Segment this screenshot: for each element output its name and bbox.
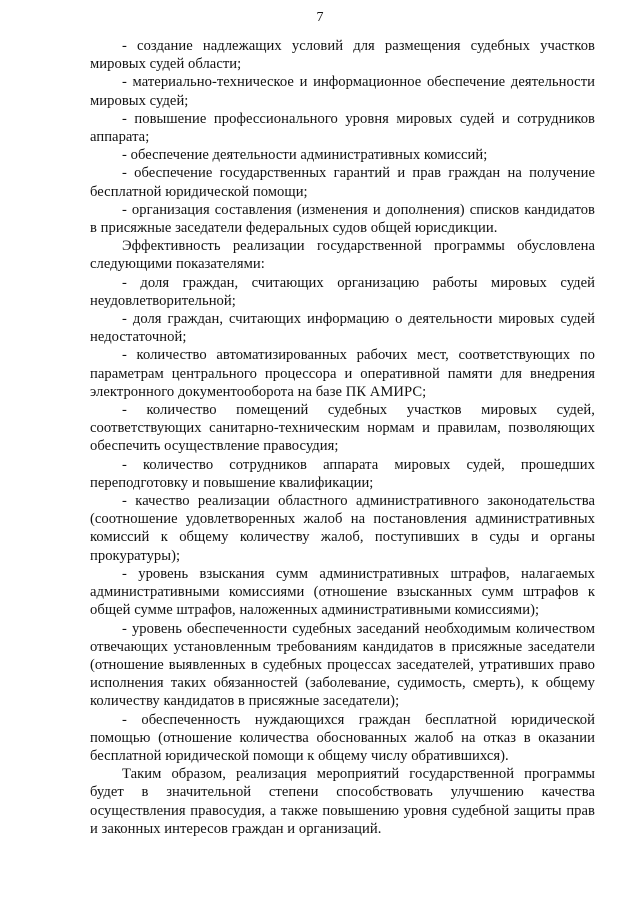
paragraph: - количество сотрудников аппарата мировых судей, прошедших переподготовку и повышение квалификации; (90, 456, 595, 491)
paragraph: - материально-техническое и информационное обеспечение деятельности мировых судей; (90, 74, 595, 109)
paragraph: - количество помещений судебных участков мировых судей, соответствующих санитарно-техническим нормам и правилам, позволяющих обеспечить осуществление правосудия; (90, 402, 595, 455)
paragraph: - количество автоматизированных рабочих мест, соответствующих по параметрам центрального процессора и оперативной памяти для внедрения электронного документооборота на базе ПК АМИРС; (90, 347, 595, 400)
paragraph: - доля граждан, считающих организацию работы мировых судей неудовлетворительной; (90, 274, 595, 309)
paragraph: - доля граждан, считающих информацию о деятельности мировых судей недостаточной; (90, 311, 595, 346)
paragraph: - обеспечение государственных гарантий и прав граждан на получение бесплатной юридической помощи; (90, 165, 595, 200)
paragraph: - уровень обеспеченности судебных заседаний необходимым количеством отвечающих установленным требованиям кандидатов в присяжные заседатели (отношение выявленных в судебных процессах заседателей, утративших право исполнения таких обязанностей (заболевание, судимость, смерть), к общему количеству кандидатов в присяжные заседатели); (90, 620, 595, 710)
paragraph: - уровень взыскания сумм административных штрафов, налагаемых административными комиссиями (отношение взысканных сумм штрафов к общей сумме штрафов, наложенных административными комиссиями); (90, 565, 595, 619)
paragraph: - создание надлежащих условий для размещения судебных участков мировых судей области; (90, 38, 595, 73)
paragraph: - обеспеченность нуждающихся граждан бесплатной юридической помощью (отношение количества обоснованных жалоб на отказ в оказании бесплатной юридической помощи к общему числу обратившихся). (90, 711, 595, 764)
paragraph: Эффективность реализации государственной программы обусловлена следующими показателями: (90, 238, 595, 273)
document-body (90, 37, 595, 838)
page-number: 7 (316, 10, 324, 25)
paragraph: - организация составления (изменения и дополнения) списков кандидатов в присяжные заседатели федеральных судов общей юрисдикции. (90, 201, 595, 237)
paragraph: - повышение профессионального уровня мировых судей и сотрудников аппарата; (90, 110, 595, 146)
paragraph: Таким образом, реализация мероприятий государственной программы будет в значительной степени способствовать улучшению качества осуществления правосудия, а также повышению уровня судебной защиты прав и законных интересов граждан и организаций. (90, 766, 595, 837)
paragraph: - обеспечение деятельности административных комиссий; (122, 147, 488, 164)
paragraph: - качество реализации областного административного законодательства (соотношение удовлетворенных жалоб на постановления административных комиссий к общему количеству жалоб, поступивших в суды и органы прокуратуры); (90, 493, 595, 564)
